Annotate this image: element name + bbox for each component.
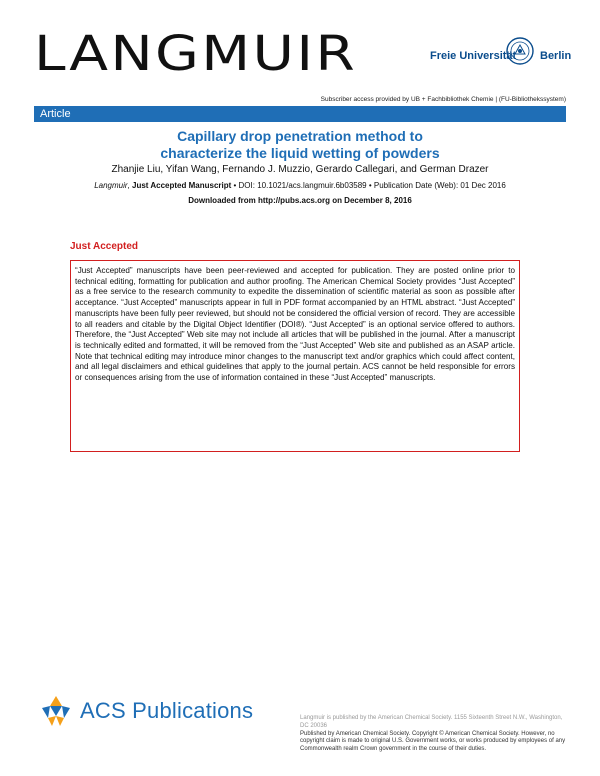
article-title xyxy=(0,128,600,162)
just-accepted-heading: Just Accepted xyxy=(70,241,138,252)
university-seal-icon xyxy=(505,36,535,66)
university-city: Berlin xyxy=(540,50,572,62)
copyright-note: Published by American Chemical Society. Copyright © American Chemical Society. However, no copyright claim is made to original U.S. Government works, or works produced by employees of any Commonwealth realm Crown government in the course of their duties. xyxy=(300,730,566,753)
citation-status: Just Accepted Manuscript xyxy=(132,181,232,190)
download-note: Downloaded from http://pubs.acs.org on December 8, 2016 xyxy=(188,196,412,205)
just-accepted-box xyxy=(70,260,520,452)
journal-title: LANGMUIR xyxy=(34,26,358,82)
article-title-line: Capillary drop penetration method to xyxy=(177,128,423,144)
subscriber-access-note: Subscriber access provided by UB + Fachbibliothek Chemie | (FU-Bibliothekssystem) xyxy=(320,96,566,103)
publisher-footer xyxy=(300,715,568,754)
just-accepted-body: “Just Accepted” manuscripts have been peer-reviewed and accepted for publication. They are posted online prior to technical editing, formatting for publication and author proofing. The American Chemical Society provides “Just Accepted” as a free service to the research community to expedite the dissemination of scientific material as soon as possible after acceptance. “Just Accepted” manuscripts appear in full in PDF format accompanied by an HTML abstract. “Just Accepted” manuscripts have been fully peer reviewed, but should not be considered the official version of record. They are accessible to all readers and citable by the Digital Object Identifier (DOI®). “Just Accepted” is an optional service offered to authors. Therefore, the “Just Accepted” Web site may not include all articles that will be published in the journal. After a manuscript is technically edited and formatted, it will be removed from the “Just Accepted” Web site and published as an ASAP article. Note that technical editing may introduce minor changes to the manuscript text and/or graphics which could affect content, and all legal disclaimers and ethical guidelines that apply to the journal pertain. ACS cannot be held responsible for errors or consequences arising from the use of information contained in these “Just Accepted” manuscripts. xyxy=(75,266,515,383)
article-title-line: characterize the liquid wetting of powders xyxy=(160,145,440,161)
citation-line: Langmuir, Just Accepted Manuscript • DOI: 10.1021/acs.langmuir.6b03589 • Publication Date (Web): 01 Dec 2016 xyxy=(94,181,506,190)
section-label: Article xyxy=(40,108,71,120)
university-logo xyxy=(430,36,570,80)
acs-logo-icon xyxy=(36,694,76,728)
university-name: Freie Universität xyxy=(430,50,517,62)
author-list: Zhanjie Liu, Yifan Wang, Fernando J. Muzzio, Gerardo Callegari, and German Drazer xyxy=(111,164,489,175)
citation-details: • DOI: 10.1021/acs.langmuir.6b03589 • Publication Date (Web): 01 Dec 2016 xyxy=(231,181,506,190)
publisher-logo-text: ACS Publications xyxy=(80,698,254,723)
citation-journal: Langmuir xyxy=(94,181,128,190)
section-bar xyxy=(34,106,566,122)
publisher-address: Langmuir is published by the American Chemical Society. 1155 Sixteenth Street N.W., Washington, DC 20036 xyxy=(300,715,563,729)
